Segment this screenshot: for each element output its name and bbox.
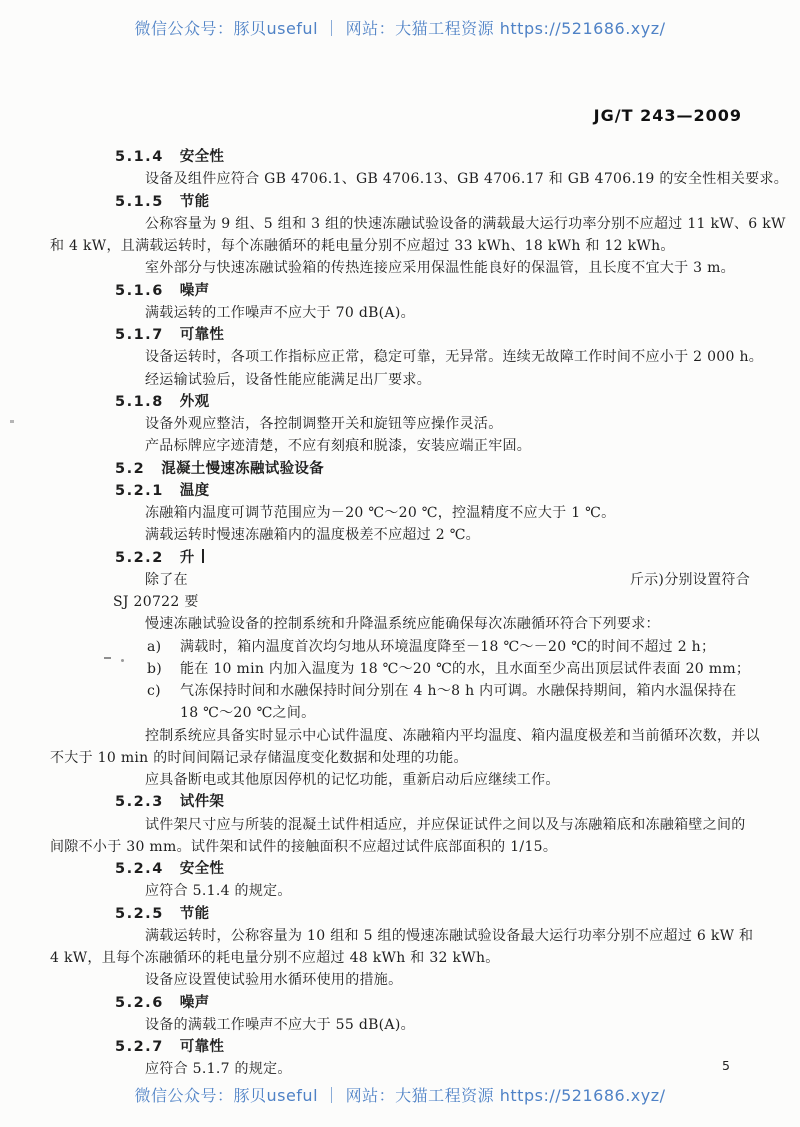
- text-line: 应符合 5.1.7 的规定。: [145, 1061, 292, 1078]
- clipped-character-stroke: [202, 549, 205, 563]
- section-number: 5.2.3: [115, 794, 164, 811]
- text-line: 应具备断电或其他原因停机的记忆功能，重新启动后应继续工作。: [145, 772, 560, 788]
- text-line: 满载运转时，公称容量为 10 组和 5 组的慢速冻融试验设备最大运行功率分别不应超过 6 kW 和: [145, 927, 754, 944]
- section-number: 5.2: [115, 460, 146, 477]
- list-marker: b): [147, 660, 163, 677]
- section-title: 节能: [179, 193, 210, 210]
- text-line: 应符合 5.1.4 的规定。: [145, 883, 292, 900]
- section-number: 5.1.4: [115, 149, 164, 165]
- text-line: 设备外观应整洁，各控制调整开关和旋钮等应操作灵活。: [145, 416, 503, 432]
- text-line: SJ 20722 要: [113, 594, 199, 610]
- list-text: 气冻保持时间和水融保持时间分别在 4 h～8 h 内可调。水融保持期间，箱内水温保持在: [180, 683, 737, 699]
- section-title: 可靠性: [179, 327, 225, 343]
- section-number: 5.2.7: [115, 1039, 164, 1055]
- section-heading: [50, 547, 750, 569]
- section-heading: [50, 903, 750, 925]
- section-number: 5.2.4: [115, 861, 164, 877]
- section-title: 节能: [179, 905, 210, 922]
- text-line: 室外部分与快速冻融试验箱的传热连接应采用保温性能良好的保温管，且长度不宜大于 3 m。: [145, 260, 735, 277]
- list-text: 满载时，箱内温度首次均匀地从环境温度降至－18 ℃～－20 ℃的时间不超过 2 h；: [180, 638, 716, 655]
- text-line: 18 ℃～20 ℃之间。: [180, 705, 316, 722]
- text-line: 满载运转的工作噪声不应大于 70 dB(A)。: [145, 304, 415, 321]
- section-title: 混凝土慢速冻融试验设备: [161, 460, 324, 477]
- section-number: 5.1.7: [115, 327, 164, 343]
- section-heading: [50, 1036, 750, 1058]
- section-title: 外观: [179, 393, 210, 410]
- text-line: 冻融箱内温度可调节范围应为－20 ℃～20 ℃，控温精度不应大于 1 ℃。: [145, 505, 616, 521]
- watermark-top: 微信公众号：豚贝useful ｜ 网站：大猫工程资源 https://521686.xyz/: [134, 19, 666, 38]
- section-number: 5.2.2: [115, 549, 164, 566]
- page-number: 5: [722, 1058, 730, 1073]
- list-item: [50, 680, 750, 702]
- text-line: 间隙不小于 30 mm。试件架和试件的接触面积不应超过试件底部面积的 1/15。: [50, 838, 558, 855]
- section-title: 安全性: [179, 861, 225, 877]
- section-heading: [50, 146, 750, 168]
- section-title: 试件架: [179, 794, 225, 811]
- section-heading: [50, 480, 750, 502]
- standard-code: JG/T 243—2009: [593, 106, 742, 125]
- scan-artifact-dot: [121, 659, 124, 662]
- text-line: 4 kW，且每个冻融循环的耗电量分别不应超过 48 kWh 和 32 kWh。: [50, 950, 500, 966]
- section-heading: [50, 791, 750, 813]
- scan-artifact-dash: [104, 657, 111, 659]
- text-line: 经运输试验后，设备性能应能满足出厂要求。: [145, 371, 431, 388]
- text-line: 慢速冻融试验设备的控制系统和升降温系统应能确保每次冻融循环符合下列要求：: [145, 616, 660, 633]
- section-number: 5.1.5: [115, 193, 164, 210]
- text-line: 产品标牌应字迹清楚，不应有刻痕和脱漆，安装应端正牢固。: [145, 438, 532, 455]
- text-line: 设备的满载工作噪声不应大于 55 dB(A)。: [145, 1016, 415, 1033]
- section-title: 噪声: [179, 282, 210, 299]
- list-text: 能在 10 min 内加入温度为 18 ℃～20 ℃的水，且水面至少高出顶层试件表面 20 mm；: [180, 660, 751, 677]
- obscured-line-right: 斤示)分别设置符合: [629, 571, 750, 588]
- section-heading: [50, 458, 750, 480]
- section-heading: [50, 191, 750, 213]
- text-line: 设备及组件应符合 GB 4706.1、GB 4706.13、GB 4706.17 和 GB 4706.19 的安全性相关要求。: [145, 171, 789, 188]
- text-line: 设备运转时，各项工作指标应正常，稳定可靠，无异常。连续无故障工作时间不应小于 2 000 h。: [145, 349, 764, 366]
- section-number: 5.1.6: [115, 282, 164, 299]
- text-line: 满载运转时慢速冻融箱内的温度极差不应超过 2 ℃。: [145, 527, 480, 544]
- section-heading: [50, 324, 750, 346]
- document-body: [50, 146, 789, 1081]
- section-heading: [50, 280, 750, 302]
- text-line: 控制系统应具备实时显示中心试件温度、冻融箱内平均温度、箱内温度极差和当前循环次数，并以: [145, 727, 760, 744]
- section-title: 噪声: [179, 994, 210, 1011]
- scan-artifact-speck: [10, 420, 14, 423]
- list-marker: c): [147, 683, 161, 699]
- text-line: 试件架尺寸应与所装的混凝土试件相适应，并应保证试件之间以及与冻融箱底和冻融箱壁之间的: [145, 816, 746, 833]
- text-line: 公称容量为 9 组、5 组和 3 组的快速冻融试验设备的满载最大运行功率分别不应超过 11 kW、6 kW: [145, 215, 786, 232]
- section-title: 升: [179, 549, 195, 566]
- list-item: [50, 658, 750, 680]
- section-title: 可靠性: [179, 1039, 225, 1055]
- section-title: 温度: [179, 482, 210, 499]
- list-item: [50, 636, 750, 658]
- section-number: 5.2.1: [115, 482, 164, 499]
- section-heading: [50, 391, 750, 413]
- section-number: 5.2.6: [115, 994, 164, 1011]
- obscured-line-left: 除了在: [145, 571, 188, 588]
- text-line: 设备应设置使试验用水循环使用的措施。: [145, 972, 403, 989]
- section-heading: [50, 858, 750, 880]
- section-number: 5.2.5: [115, 905, 164, 922]
- obscured-text-line: [50, 569, 750, 591]
- watermark-bottom: 微信公众号：豚贝useful ｜ 网站：大猫工程资源 https://521686.xyz/: [134, 1086, 666, 1105]
- text-line: 和 4 kW，且满载运转时，每个冻融循环的耗电量分别不应超过 33 kWh、18 kWh 和 12 kWh。: [50, 238, 675, 254]
- list-marker: a): [147, 638, 162, 655]
- section-title: 安全性: [179, 149, 225, 165]
- text-line: 不大于 10 min 的时间间隔记录存储温度变化数据和处理的功能。: [50, 749, 468, 766]
- section-number: 5.1.8: [115, 393, 164, 410]
- section-heading: [50, 992, 750, 1014]
